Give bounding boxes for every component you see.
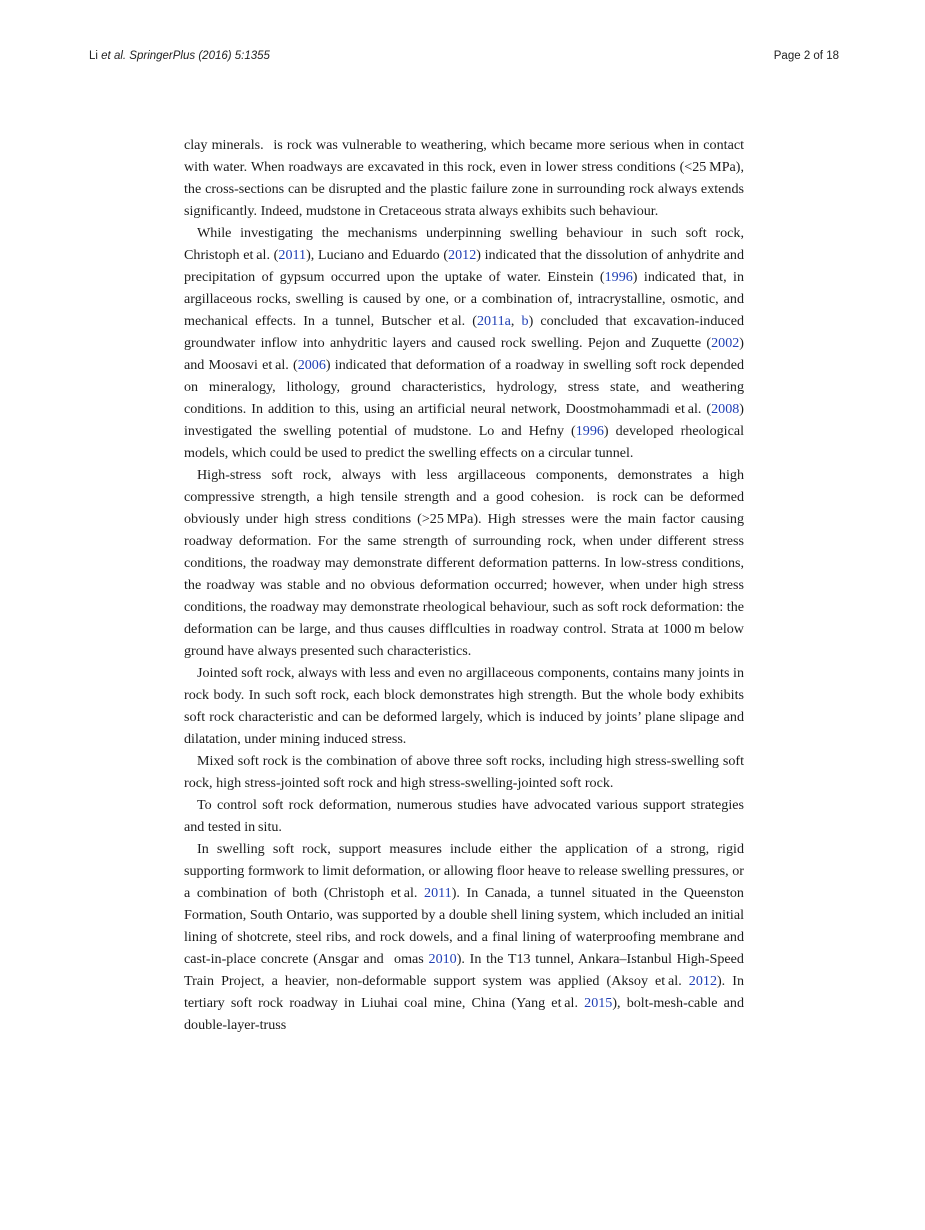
paragraph-text: ). In the T13 tunnel, Ankara–Istanbul High-Speed Train Project, a heavier, non-deformable support system was applied (Aksoy et al. [184,951,744,989]
paragraph-text: ) investigated the swelling potential of mudstone. Lo and Hefny ( [184,401,744,439]
paragraph-text: ) concluded that excavation-induced groundwater inflow into anhydritic layers and caused rock swelling. Pejon and Zuquette ( [184,313,744,351]
paragraph-text: ), bolt-mesh-cable and double-layer-truss [184,995,745,1033]
citation-link[interactable]: 2015 [584,995,613,1011]
paragraph [184,838,744,1036]
page-number: Page 2 of 18 [773,50,839,62]
paragraph-text: While investigating the mechanisms underpinning swelling behaviour in such soft rock, Christoph et al. ( [184,225,744,263]
citation-link[interactable]: 2011 [424,885,452,901]
citation-link[interactable]: b [521,313,529,329]
citation-link[interactable]: 2002 [711,335,740,351]
paragraph [184,794,744,838]
header-authors: Li [89,50,98,62]
citation-link[interactable]: 2006 [297,357,326,373]
paragraph-text: ) indicated that deformation of a roadway in swelling soft rock depended on mineralogy, lithology, ground characteristics, hydrology, stress state, and weathering conditions. In addition to this, using an artificial neural network, Doostmohammadi et al. ( [184,357,744,417]
header-journal: SpringerPlus [129,50,196,62]
citation-link[interactable]: 2012 [688,973,717,989]
paragraph-text: Jointed soft rock, always with less and even no argillaceous components, contains many joints in rock body. In such soft rock, each block demonstrates high strength. But the whole body exhibits soft rock characteristic and can be deformed largely, which is induced by joints’ plane slipage and dilatation, under mining induced stress. [184,665,744,747]
citation-link[interactable]: 1996 [575,423,604,439]
citation-link[interactable]: 2010 [428,951,457,967]
paragraph [184,222,744,464]
citation-link[interactable]: 2008 [711,401,740,417]
paragraph-text: ) indicated that, in argillaceous rocks, swelling is caused by one, or a combination of, intracrystalline, osmotic, and mechanical effects. In a tunnel, Butscher et al. ( [184,269,744,329]
paragraph-text: ). In Canada, a tunnel situated in the Queenston Formation, South Ontario, was supported by a double shell lining system, which included an initial lining of shotcrete, steel ribs, and rock dowels, and a final lining of waterproofing membrane and cast-in-place concrete (Ansgar and omas [184,885,744,967]
citation-link[interactable]: 2011a [476,313,511,329]
paragraph [184,464,744,662]
article-body [184,134,744,1036]
journal-citation [89,50,270,62]
citation-link[interactable]: 2011 [278,247,307,263]
paragraph-text: High-stress soft rock, always with less argillaceous components, demonstrates a high compressive strength, a high tensile strength and a good cohesion. is rock can be deformed obviously under high stress conditions (>25 MPa). High stresses were the main factor causing roadway deformation. For the same strength of surrounding rock, when under different stress conditions, the roadway may demonstrate different deformation patterns. In low-stress conditions, the roadway was stable and no obvious deformation occurred; however, when under high stress conditions, the roadway may demonstrate rheological behaviour, such as soft rock deformation: the deformation can be large, and thus causes difflculties in roadway control. Strata at 1000 m below ground have always presented such characteristics. [184,467,744,659]
paragraph [184,134,744,222]
paragraph-text: ). In tertiary soft rock roadway in Liuhai coal mine, China (Yang et al. [184,973,744,1011]
paragraph-text: ) indicated that the dissolution of anhydrite and precipitation of gypsum occurred upon the uptake of water. Einstein ( [184,247,745,285]
citation-link[interactable]: 1996 [604,269,633,285]
paragraph [184,750,744,794]
paragraph-text: Mixed soft rock is the combination of above three soft rocks, including high stress-swelling soft rock, high stress-jointed soft rock and high stress-swelling-jointed soft rock. [184,753,744,791]
paragraph-text: To control soft rock deformation, numerous studies have advocated various support strategies and tested in situ. [184,797,744,835]
paragraph-text: ) and Moosavi et al. ( [184,335,744,373]
paragraph-text: , [510,313,522,329]
paragraph-text: ), Luciano and Eduardo ( [306,247,449,263]
header-etal: et al. [101,50,127,62]
citation-link[interactable]: 2012 [448,247,477,263]
paragraph-text: ) developed rheological models, which could be used to predict the swelling effects on a circular tunnel. [184,423,745,461]
paragraph-text: In swelling soft rock, support measures include either the application of a strong, rigid supporting formwork to limit deformation, or allowing floor heave to release swelling pressures, or a combination of both (Christoph et al. [184,841,744,901]
paragraph-text: clay minerals. is rock was vulnerable to weathering, which became more serious when in contact with water. When roadways are excavated in this rock, even in lower stress conditions (<25 MPa), the cross-sections can be disrupted and the plastic failure zone in surrounding rock always extends significantly. Indeed, mudstone in Cretaceous strata always exhibits such behaviour. [184,137,744,219]
header-year: (2016) 5:1355 [198,50,270,62]
paragraph [184,662,744,750]
